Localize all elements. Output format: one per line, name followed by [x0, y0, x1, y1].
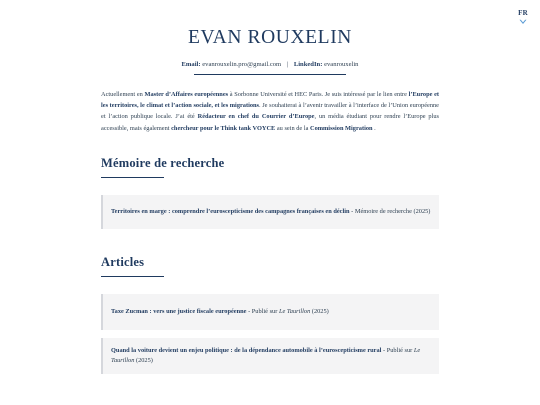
- bio-text: au sein de la: [275, 124, 310, 132]
- memoire-card[interactable]: [101, 195, 439, 229]
- article-meta: - Publié sur: [381, 346, 414, 354]
- linkedin-label: LinkedIn:: [293, 61, 323, 68]
- article-title[interactable]: Quand la voiture devient un enjeu politique : de la dépendance automobile à l’euroscepticisme rural: [111, 346, 382, 354]
- language-switcher[interactable]: [518, 9, 528, 25]
- memoire-heading: Mémoire de recherche: [101, 155, 225, 170]
- article-year: (2025): [134, 356, 153, 364]
- bio-text: Actuellement en: [101, 91, 145, 98]
- article-meta: - Publié sur: [246, 307, 279, 315]
- email-link[interactable]: evanrouxelin.pro@gmail.com: [202, 61, 282, 68]
- memoire-meta: - Mémoire de recherche (2025): [349, 207, 431, 215]
- articles-underline: [101, 276, 164, 277]
- contact-line: [101, 61, 439, 68]
- articles-section: [101, 255, 439, 374]
- bio-text: . Je souhaiterai à l’avenir travailler à l’interface de l’Union européenne et l’action publique locale. J’ai été: [101, 102, 439, 121]
- language-code[interactable]: FR: [518, 9, 528, 17]
- email-label: Email:: [181, 61, 201, 68]
- bio-highlight: chercheur pour le Think tank VOYCE: [171, 124, 276, 132]
- bio-highlight: Rédacteur en chef du Courrier d’Europe: [197, 113, 315, 121]
- page-content: [101, 0, 439, 374]
- bio-text: à Sorbonne Université et HEC Paris. Je suis intéressé par le lien entre: [228, 91, 409, 98]
- chevron-down-icon[interactable]: [519, 19, 527, 25]
- linkedin-link[interactable]: evanrouxelin: [324, 61, 359, 68]
- article-source: Le Taurillon: [278, 307, 311, 315]
- article-year: (2025): [310, 307, 329, 315]
- article-title[interactable]: Taxe Zucman : vers une justice fiscale européenne: [111, 307, 247, 315]
- bio-text: , un média étudiant pour rendre l’Europe plus accessible, mais également: [101, 113, 440, 132]
- bio-highlight: Master d’Affaires européennes: [144, 91, 229, 98]
- memoire-section: [101, 156, 439, 229]
- bio-highlight: Commission Migration: [309, 124, 373, 132]
- bio-text: .: [372, 124, 376, 132]
- page-title: EVAN ROUXELIN: [188, 27, 352, 48]
- article-card[interactable]: [101, 338, 439, 374]
- article-card[interactable]: [101, 294, 439, 330]
- contact-separator: |: [286, 61, 289, 68]
- memoire-title[interactable]: Territoires en marge : comprendre l’euroscepticisme des campagnes françaises en déclin: [111, 207, 350, 215]
- articles-heading: Articles: [101, 254, 145, 269]
- bio-highlight: l’Europe et les territoires, le climat et l’action sociale, et les migrations: [101, 91, 439, 110]
- article-source: Le Taurillon: [111, 346, 421, 364]
- bio-paragraph: [101, 89, 439, 134]
- memoire-underline: [101, 177, 164, 178]
- header-divider: [194, 74, 346, 75]
